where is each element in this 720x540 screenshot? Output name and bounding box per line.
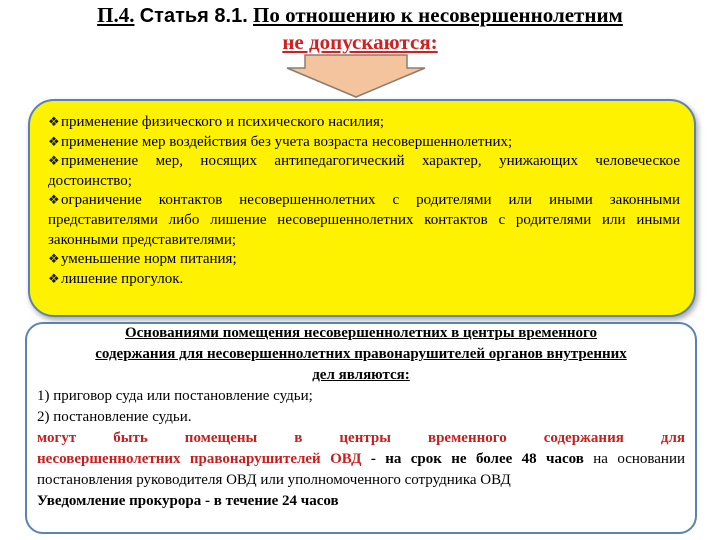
prohibitions-list xyxy=(48,113,680,289)
prosecutor-notice: Уведомление прокурора - в течение 24 часов xyxy=(37,493,339,509)
page-title xyxy=(0,2,720,55)
checkmark-diamond-icon: ❖ xyxy=(48,154,60,170)
checkmark-diamond-icon: ❖ xyxy=(48,252,60,268)
checkmark-diamond-icon: ❖ xyxy=(48,134,60,150)
list-item: ❖применение физического и психического насилия; xyxy=(48,113,680,133)
list-item: ❖уменьшение норм питания; xyxy=(48,250,680,270)
point-label: П.4. xyxy=(97,3,135,27)
grounds-item-2: 2) постановление судьи. xyxy=(37,409,192,425)
article-label: Статья 8.1. xyxy=(139,5,248,27)
checkmark-diamond-icon: ❖ xyxy=(48,193,60,209)
page-subtitle: не допускаются: xyxy=(282,30,438,54)
grounds-item-1: 1) приговор суда или постановление судьи; xyxy=(37,388,313,404)
grounds-panel xyxy=(25,322,697,534)
list-item: ❖ограничение контактов несовершеннолетних с родителями или иными законными представителями либо лишение несовершеннолетних контактов с родителями или иными законными представителями; xyxy=(48,192,680,248)
placement-text: несовершеннолетних правонарушителей ОВД - на срок не более 48 часов на основании постановления руководителя ОВД или уполномоченного сотрудника ОВД xyxy=(37,451,686,488)
prohibitions-panel xyxy=(28,99,696,317)
list-item: ❖лишение прогулок. xyxy=(48,270,680,290)
title-text: По отношению к несовершеннолетним xyxy=(253,3,623,27)
placement-line-1: могут быть помещены в центры временного содержания для xyxy=(37,430,685,446)
checkmark-diamond-icon: ❖ xyxy=(48,271,60,287)
checkmark-diamond-icon: ❖ xyxy=(48,115,60,130)
down-arrow-icon xyxy=(285,54,427,98)
list-item: ❖применение мер, носящих антипедагогический характер, унижающих человеческое достоинство; xyxy=(48,153,680,189)
grounds-heading: Основаниями помещения несовершеннолетних в центры временного содержания для несовершеннолетних правонарушителей органов внутренних дел являются: xyxy=(95,325,627,383)
list-item: ❖применение мер воздействия без учета возраста несовершеннолетних; xyxy=(48,133,680,153)
